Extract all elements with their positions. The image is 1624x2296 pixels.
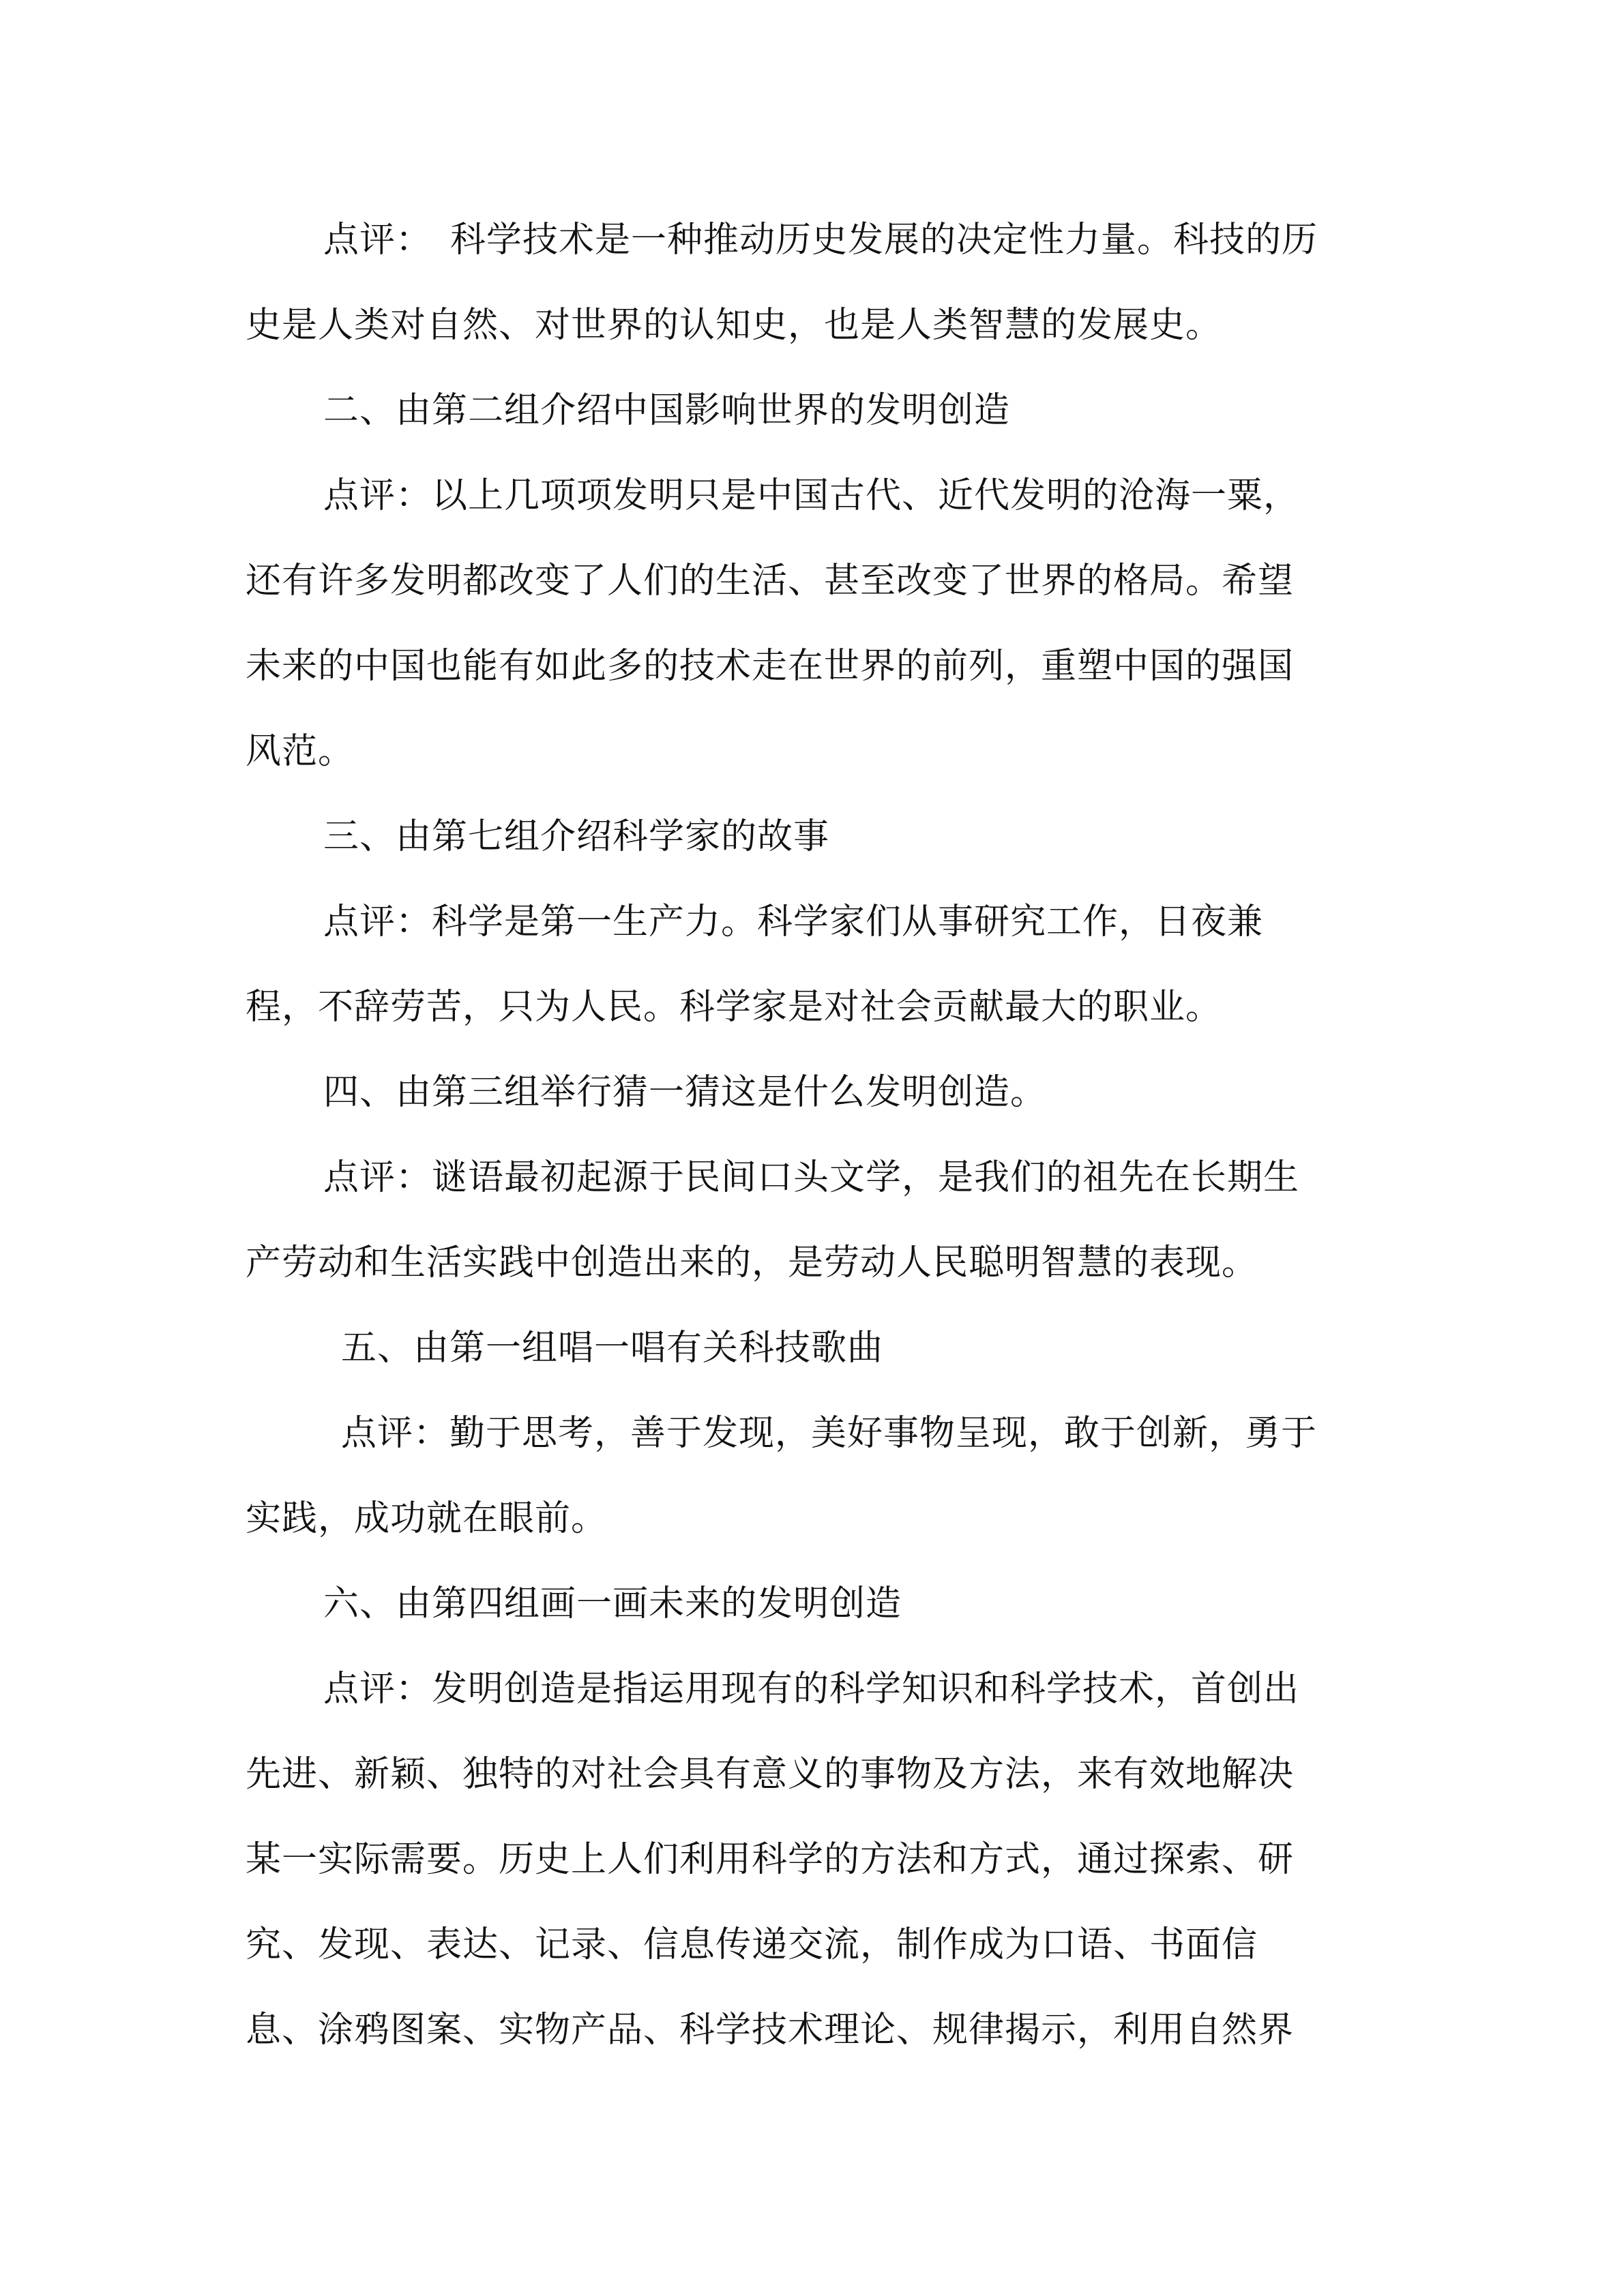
section-heading-6: 六、由第四组画一画未来的发明创造	[323, 1583, 902, 1624]
comment-paragraph-2-line-1: 点评：以上几项项发明只是中国古代、近代发明的沧海一粟，	[323, 475, 1300, 516]
comment-paragraph-1-line-2: 史是人类对自然、对世界的认知史，也是人类智慧的发展史。	[246, 305, 1222, 346]
comment-paragraph-4-line-1: 点评：谜语最初起源于民间口头文学，是我们的祖先在长期生	[323, 1157, 1300, 1198]
comment-paragraph-2-line-2: 还有许多发明都改变了人们的生活、甚至改变了世界的格局。希望	[246, 561, 1295, 601]
comment-paragraph-6-line-1: 点评：发明创造是指运用现有的科学知识和科学技术，首创出	[323, 1669, 1300, 1710]
comment-paragraph-5-line-1: 点评：勤于思考，善于发现，美好事物呈现，敢于创新，勇于	[341, 1413, 1318, 1454]
section-heading-4: 四、由第三组举行猜一猜这是什么发明创造。	[323, 1072, 1047, 1113]
section-heading-3: 三、由第七组介绍科学家的故事	[323, 816, 830, 857]
comment-paragraph-6-line-5: 息、涂鸦图案、实物产品、科学技术理论、规律揭示，利用自然界	[246, 2010, 1295, 2051]
comment-paragraph-6-line-2: 先进、新颖、独特的对社会具有意义的事物及方法，来有效地解决	[246, 1754, 1295, 1795]
comment-paragraph-1-line-1: 点评： 科学技术是一种推动历史发展的决定性力量。科技的历	[323, 220, 1318, 260]
comment-paragraph-3-line-2: 程，不辞劳苦，只为人民。科学家是对社会贡献最大的职业。	[246, 987, 1222, 1028]
comment-paragraph-3-line-1: 点评：科学是第一生产力。科学家们从事研究工作，日夜兼	[323, 901, 1264, 942]
section-heading-2: 二、由第二组介绍中国影响世界的发明创造	[323, 390, 1011, 431]
section-heading-5: 五、由第一组唱一唱有关科技歌曲	[341, 1328, 884, 1369]
comment-paragraph-4-line-2: 产劳动和生活实践中创造出来的，是劳动人民聪明智慧的表现。	[246, 1242, 1258, 1283]
comment-paragraph-6-line-4: 究、发现、表达、记录、信息传递交流，制作成为口语、书面信	[246, 1924, 1258, 1965]
comment-paragraph-5-line-2: 实践，成功就在眼前。	[246, 1498, 608, 1539]
comment-paragraph-2-line-3: 未来的中国也能有如此多的技术走在世界的前列，重塑中国的强国	[246, 646, 1295, 687]
comment-paragraph-2-line-4: 风范。	[246, 731, 355, 772]
comment-paragraph-6-line-3: 某一实际需要。历史上人们利用科学的方法和方式，通过探索、研	[246, 1839, 1295, 1880]
